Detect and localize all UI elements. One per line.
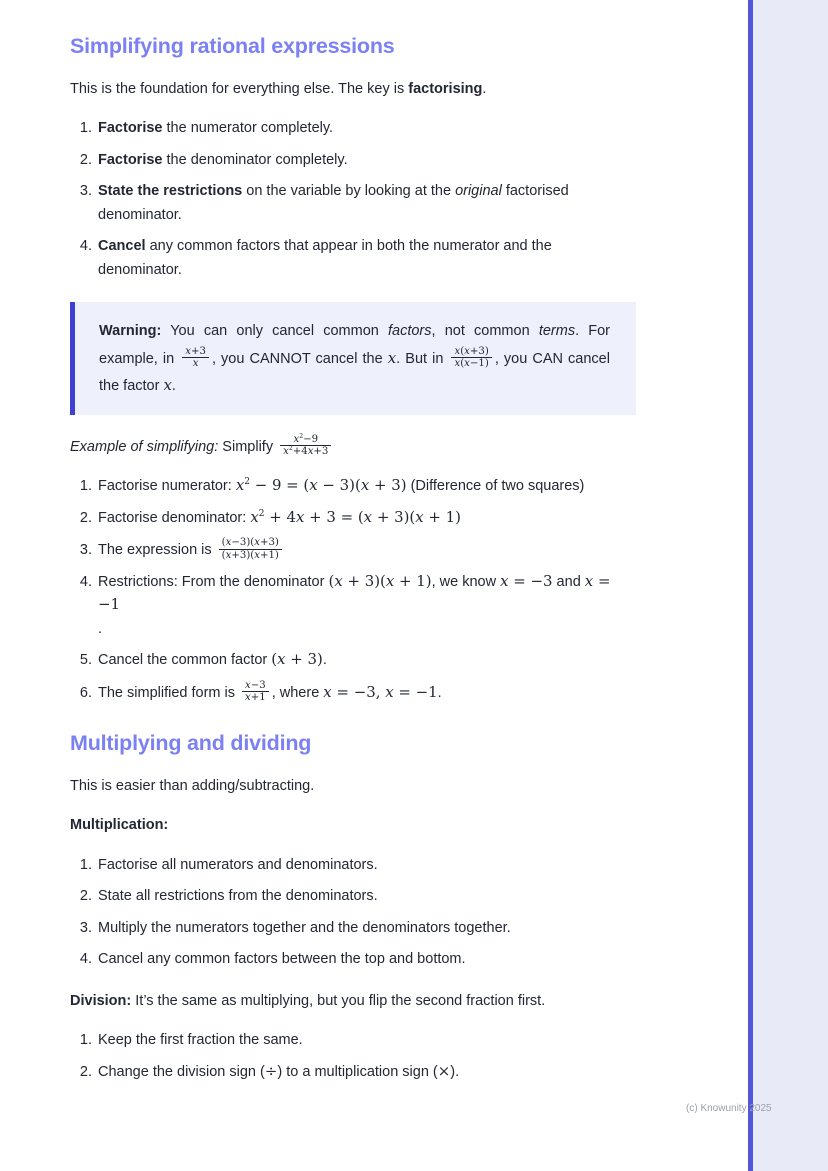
- list-item: 5. Cancel the common factor (x + 3).: [96, 649, 636, 672]
- list-item: 2. Change the division sign (÷) to a multiplication sign (×).: [96, 1061, 636, 1084]
- list-item: 6. The simplified form is $\frac{x-3}{x+1}$ , where x = −3, x = −1.: [96, 681, 636, 705]
- list-item: 3. The expression is $\frac{(x-3)(x+3)}{(x+3)(x+1)}$: [96, 538, 636, 562]
- inline-fraction: $\frac{x+3}{x}$: [182, 346, 209, 370]
- list-item: 1. Factorise the numerator completely.: [96, 117, 636, 140]
- watermark: (c) Knowunity 2025: [686, 1103, 772, 1114]
- multiplying-intro-paragraph: This is easier than adding/subtracting.: [70, 777, 315, 794]
- section-heading-multiplying: Multiplying and dividing: [70, 731, 312, 756]
- list-item: 3. State the restrictions on the variable by looking at the original factorised denominator.: [96, 180, 636, 227]
- list-item: 4. Cancel any common factors that appear in both the numerator and the denominator.: [96, 235, 636, 282]
- multiplication-steps-list: [70, 854, 636, 972]
- list-item: 2. State all restrictions from the denominators.: [96, 885, 636, 908]
- inline-fraction: $\frac{(x-3)(x+3)}{(x+3)(x+1)}$: [219, 537, 282, 561]
- list-item: 2. Factorise denominator: $x^2 + 4x + 3 = (x + 3)(x + 1)$: [96, 507, 636, 530]
- list-item: 1. Factorise numerator: $x^2 - 9 = (x - 3)(x + 3)$ (Difference of two squares): [96, 475, 636, 498]
- division-steps-list: [70, 1029, 636, 1084]
- inline-fraction: $\frac{x-3}{x+1}$: [242, 680, 269, 704]
- example-intro: Example of simplifying: Simplify $\frac{x^2-9}{x^2+4x+3}$: [70, 435, 636, 459]
- division-paragraph: Division: It’s the same as multiplying, but you flip the second fraction first.: [70, 992, 546, 1009]
- list-item: 4. Restrictions: From the denominator (x + 3)(x + 1), we know x = −3 and x = −1 .: [96, 571, 636, 641]
- list-item: 4. Cancel any common factors between the top and bottom.: [96, 948, 636, 971]
- worked-example-list: [70, 475, 636, 705]
- intro-paragraph: This is the foundation for everything else. The key is factorising.: [70, 80, 487, 97]
- section-heading-simplifying: Simplifying rational expressions: [70, 34, 395, 58]
- inline-fraction: $\frac{x(x+3)}{x(x-1)}$: [451, 346, 491, 370]
- warning-callout: [70, 302, 636, 415]
- page-margin-strip: [753, 0, 828, 1171]
- list-item: 1. Keep the first fraction the same.: [96, 1029, 636, 1052]
- notes-document: [70, 0, 636, 1102]
- list-item: 3. Multiply the numerators together and the denominators together.: [96, 917, 636, 940]
- simplifying-steps-list: [70, 117, 636, 282]
- multiplication-label: Multiplication:: [70, 817, 169, 834]
- list-item: 2. Factorise the denominator completely.: [96, 149, 636, 172]
- warning-text: Warning: You can only cancel common factors, not common terms. For example, in $\frac{x+3}{x}$ , you CANNOT cancel the x. But in $\frac{x(x+3)}{x(x-1)}$ , you CAN cancel the factor x.: [99, 323, 611, 395]
- inline-fraction: $\frac{x^2-9}{x^2+4x+3}$: [280, 434, 331, 458]
- list-item: 1. Factorise all numerators and denominators.: [96, 854, 636, 877]
